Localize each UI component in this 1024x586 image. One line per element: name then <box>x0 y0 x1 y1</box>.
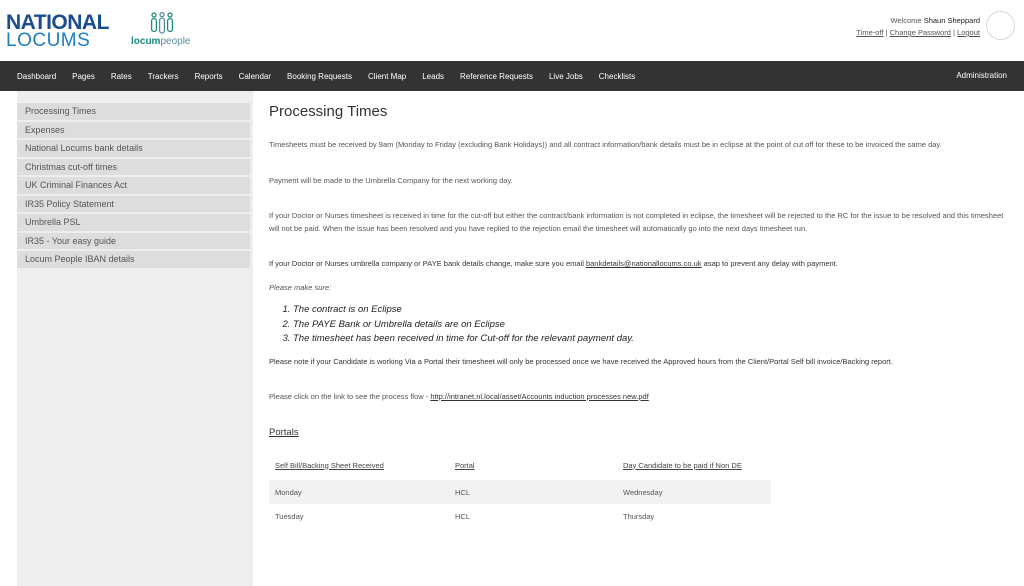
nav-booking-requests[interactable]: Booking Requests <box>287 71 352 81</box>
table-cell: HCL <box>455 511 471 521</box>
wordmark-a: locum <box>131 36 161 47</box>
nav-live-jobs[interactable]: Live Jobs <box>548 71 583 81</box>
table-cell: Tuesday <box>275 511 304 521</box>
nav-client-map[interactable]: Client Map <box>367 71 407 81</box>
process-flow-link[interactable]: http://intranet.nl.local/asset/Accounts induction processes new.pdf <box>430 392 649 401</box>
header <box>0 0 1024 61</box>
table-cell: Wednesday <box>617 480 771 504</box>
column-header-self-bill[interactable]: Self Bill/Backing Sheet Received <box>275 460 384 470</box>
user-links <box>856 27 980 39</box>
welcome-label: Welcome <box>890 16 922 25</box>
checklist-item: 1. The contract is on Eclipse <box>293 303 1004 318</box>
portals-link[interactable]: Portals <box>269 426 299 438</box>
paragraph-bank-change <box>269 258 1004 271</box>
sidebar-item-criminal-finances[interactable]: UK Criminal Finances Act <box>17 177 250 194</box>
sidebar <box>17 91 253 586</box>
people-icon <box>150 12 174 34</box>
table-row <box>269 480 771 504</box>
table-cell: Thursday <box>623 511 655 521</box>
paragraph-rejection: If your Doctor or Nurses timesheet is received in time for the cut-off but either the contract/bank information is not completed in eclipse, the timesheet will be rejected to the RC for the issue to be resolved and this timesheet will not be paid. When the issue has been resolved and you have replied to the rejection email the timesheet will automatically go into the next days timesheet run. <box>269 211 1004 233</box>
paragraph-payment: Payment will be made to the Umbrella Company for the next working day. <box>269 175 513 185</box>
paragraph-process-flow <box>269 391 1004 404</box>
make-sure-label: Please make sure: <box>269 282 332 292</box>
bankdetails-email-link[interactable]: bankdetails@nationallocums.co.uk <box>585 259 702 268</box>
logout-link[interactable]: Logout <box>957 28 980 37</box>
table-row <box>269 504 771 528</box>
process-flow-text: Please click on the link to see the process flow - <box>269 392 431 401</box>
locum-people-logo[interactable] <box>131 12 190 47</box>
checklist-item: 3. The timesheet has been received in time for Cut-off for the relevant payment day. <box>293 332 1004 347</box>
sidebar-item-expenses[interactable]: Expenses <box>17 122 250 139</box>
logo-line1: NATIONAL <box>6 11 109 34</box>
wordmark-b: people <box>160 36 191 47</box>
logo-line2: LOCUMS <box>6 30 91 51</box>
nav-pages[interactable]: Pages <box>72 71 95 81</box>
sidebar-item-ir35-policy[interactable]: IR35 Policy Statement <box>17 196 250 213</box>
nav-reports[interactable]: Reports <box>194 71 223 81</box>
nav-trackers[interactable]: Trackers <box>147 71 179 81</box>
locum-people-wordmark <box>131 36 190 47</box>
sidebar-item-iban-details[interactable]: Locum People IBAN details <box>17 251 250 268</box>
page-title: Processing Times <box>269 103 388 120</box>
table-cell: HCL <box>449 480 617 504</box>
column-header-pay-day[interactable]: Day Candidate to be paid if Non DE <box>623 460 742 470</box>
bank-change-text-end: asap to prevent any delay with payment. <box>701 259 838 268</box>
checklist-item: 2. The PAYE Bank or Umbrella details are on Eclipse <box>293 318 1004 333</box>
user-box <box>856 15 980 39</box>
welcome-line <box>856 15 980 27</box>
avatar[interactable] <box>986 11 1015 40</box>
separator: | <box>885 28 888 37</box>
nav-checklists[interactable]: Checklists <box>598 71 636 81</box>
table-cell: Monday <box>269 480 449 504</box>
nav-reference-requests[interactable]: Reference Requests <box>460 71 533 81</box>
main-content <box>269 103 1004 528</box>
separator: | <box>953 28 955 37</box>
timeoff-link[interactable]: Time-off <box>856 28 884 37</box>
main-nav <box>0 61 1024 91</box>
column-header-portal[interactable]: Portal <box>455 460 475 470</box>
paragraph-cutoff: Timesheets must be received by 9am (Monday to Friday (excluding Bank Holidays)) and all contract information/bank details must be in eclipse at the point of cut off for these to be invoiced the same day. <box>269 140 942 149</box>
bank-change-text: If your Doctor or Nurses umbrella company or PAYE bank details change, make sure you email <box>269 259 586 268</box>
sidebar-item-bank-details[interactable]: National Locums bank details <box>17 140 250 157</box>
nav-leads[interactable]: Leads <box>422 71 445 81</box>
nav-calendar[interactable]: Calendar <box>238 71 272 81</box>
portals-table <box>269 460 771 529</box>
change-password-link[interactable]: Change Password <box>889 28 951 37</box>
user-name: Shaun Sheppard <box>923 16 980 25</box>
nav-dashboard[interactable]: Dashboard <box>17 71 57 81</box>
national-locums-logo[interactable] <box>6 12 109 50</box>
nav-rates[interactable]: Rates <box>110 71 132 81</box>
sidebar-item-processing-times[interactable]: Processing Times <box>17 103 250 120</box>
checklist <box>293 303 1004 347</box>
nav-administration[interactable]: Administration <box>956 71 1007 80</box>
sidebar-item-christmas-cutoff[interactable]: Christmas cut-off times <box>17 159 250 176</box>
paragraph-portal-note: Please note if your Candidate is working Via a Portal their timesheet will only be processed once we have received the Approved hours from the Client/Portal Self bill invoice/Backing report. <box>269 356 893 366</box>
sidebar-item-umbrella-psl[interactable]: Umbrella PSL <box>17 214 250 231</box>
sidebar-item-ir35-guide[interactable]: IR35 - Your easy guide <box>17 233 250 250</box>
